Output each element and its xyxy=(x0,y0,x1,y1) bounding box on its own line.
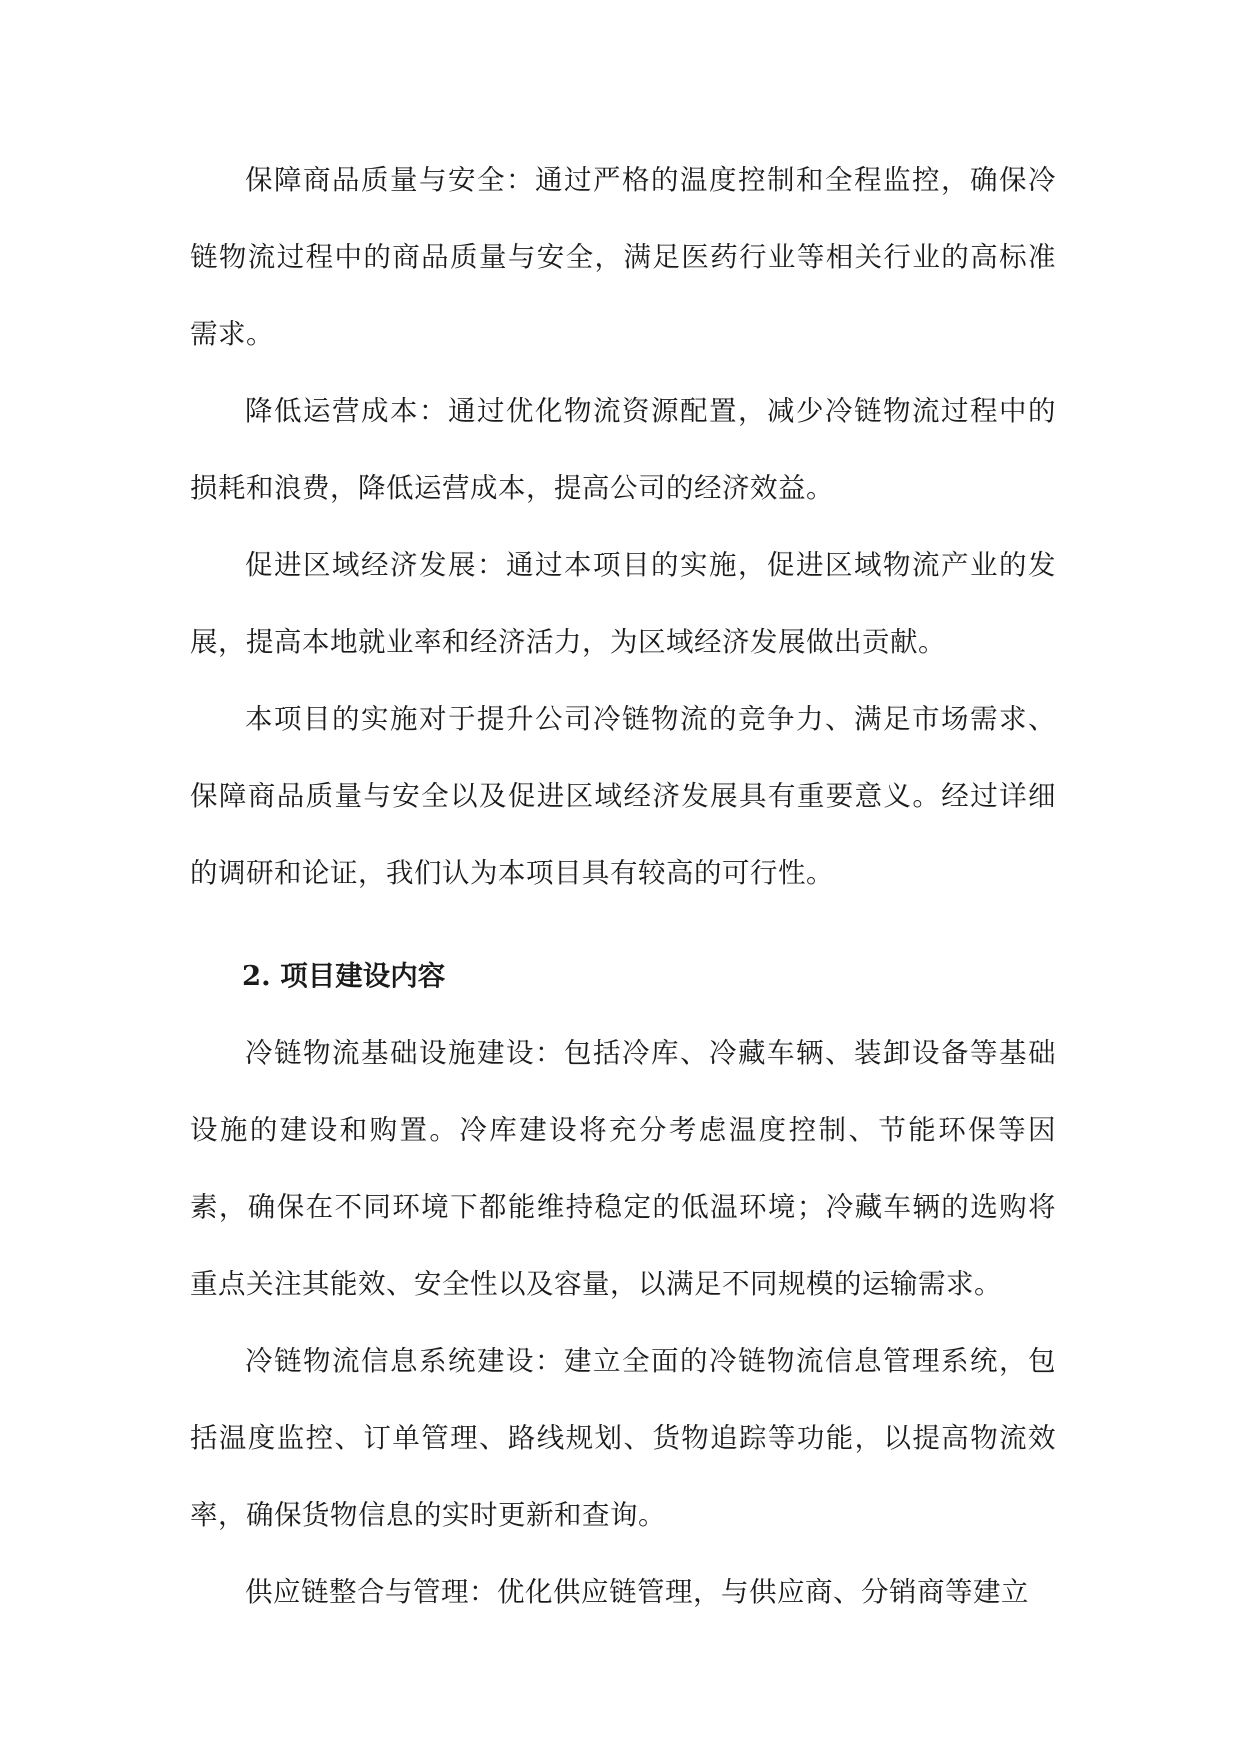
paragraph-project-significance: 本项目的实施对于提升公司冷链物流的竞争力、满足市场需求、保障商品质量与安全以及促进区域经济发展具有重要意义。经过详细的调研和论证，我们认为本项目具有较高的可行性。 xyxy=(190,703,1056,889)
paragraph-regional-economy: 促进区域经济发展：通过本项目的实施，促进区域物流产业的发展，提高本地就业率和经济活力，为区域经济发展做出贡献。 xyxy=(190,549,1056,658)
paragraph-reduce-costs: 降低运营成本：通过优化物流资源配置，减少冷链物流过程中的损耗和浪费，降低运营成本，提高公司的经济效益。 xyxy=(190,395,1056,504)
paragraph-infrastructure: 冷链物流基础设施建设：包括冷库、冷藏车辆、装卸设备等基础设施的建设和购置。冷库建设将充分考虑温度控制、节能环保等因素，确保在不同环境下都能维持稳定的低温环境；冷藏车辆的选购将重点关注其能效、安全性以及容量，以满足不同规模的运输需求。 xyxy=(190,1037,1056,1300)
section-spacer xyxy=(190,912,1056,938)
paragraph-supply-chain: 供应链整合与管理：优化供应链管理，与供应商、分销商等建立 xyxy=(245,1576,1029,1608)
paragraph-quality-safety: 保障商品质量与安全：通过严格的温度控制和全程监控，确保冷链物流过程中的商品质量与安全，满足医药行业等相关行业的高标准需求。 xyxy=(190,164,1056,350)
document-body xyxy=(190,142,1056,1631)
section-heading: 2. 项目建设内容 xyxy=(242,960,446,992)
paragraph-information-system: 冷链物流信息系统建设：建立全面的冷链物流信息管理系统，包括温度监控、订单管理、路线规划、货物追踪等功能，以提高物流效率，确保货物信息的实时更新和查询。 xyxy=(190,1345,1056,1531)
